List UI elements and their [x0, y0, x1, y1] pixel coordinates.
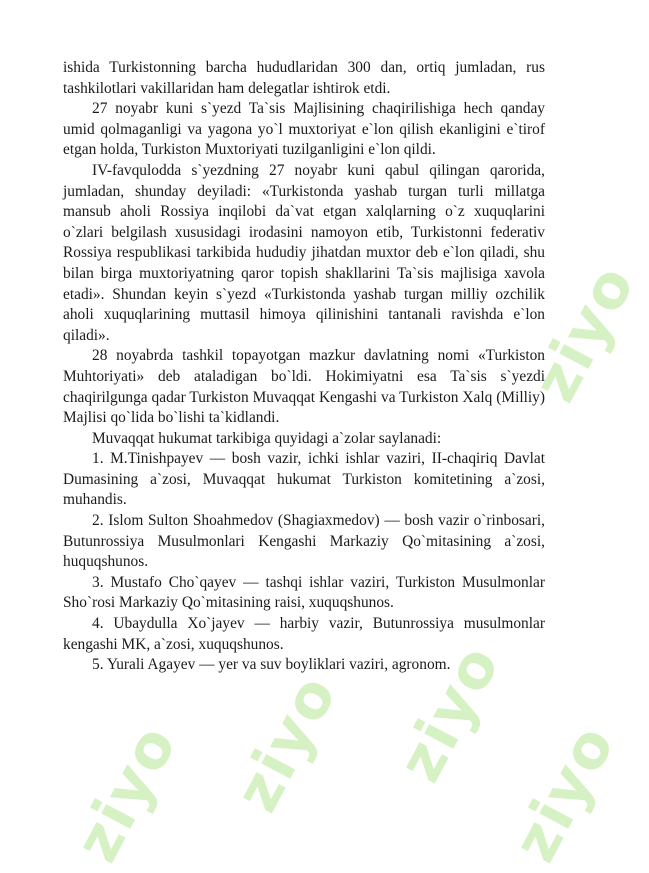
list-item: 4. Ubaydulla Xo`jayev — harbiy vazir, Butunrossiya musulmonlar kengashi MK, a`zosi, xuquqshunos.	[63, 615, 545, 653]
list-item: 5. Yurali Agayev — yer va suv boyliklari vaziri, agronom.	[92, 656, 451, 674]
paragraph: Muvaqqat hukumat tarkibiga quyidagi a`zolar saylanadi:	[92, 429, 442, 447]
list-item: 2. Islom Sulton Shoahmedov (Shagiaxmedov) — bosh vazir o`rinbosari, Butunrossiya Musulmonlari Kengashi Markaziy Qo`mitasining a`zosi, huquqshunos.	[63, 512, 545, 571]
paragraph: IV-favqulodda s`yezdning 27 noyabr kuni qabul qilingan qarorida, jumladan, shunday deyiladi: «Turkistonda yashab turgan turli millatga mansub aholi Rossiya inqilobi da`vat etgan xalqlarning o`z xuquqlarini o`zlari belgilash xususidagi irodasini namoyon etib, Turkistonni federativ Rossiya respublikasi tarkibida hududiy jihatdan muxtor deb e`lon qiladi, shu bilan birga muxtoriyatning qaror topish shakllarini Ta`sis majlisiga xavola etadi». Shundan keyin s`yezd «Turkistonda yashab turgan milliy ozchilik aholi xuquqlarining muttasil himoya qilinishini tantanali ravishda e`lon qiladi».	[63, 161, 545, 344]
body-text	[63, 58, 545, 676]
watermark-logo: ziyo	[520, 253, 649, 413]
list-item: 1. M.Tinishpayev — bosh vazir, ichki ishlar vaziri, II-chaqiriq Davlat Dumasining a`zosi, Muvaqqat hukumat Turkiston komitetining a`zosi, muhandis.	[63, 450, 545, 509]
paragraph: ishida Turkistonning barcha hududlaridan 300 dan, ortiq jumladan, rus tashkilotlari vakillaridan ham delegatlar ishtirok etdi.	[63, 59, 545, 97]
list-item: 3. Mustafo Cho`qayev — tashqi ishlar vaziri, Turkiston Musulmonlar Sho`rosi Markaziy Qo`mitasining raisi, xuquqshunos.	[63, 573, 545, 612]
watermark-logo: ziyo	[222, 663, 352, 823]
paragraph: 28 noyabrda tashkil topayotgan mazkur davlatning nomi «Turkiston Muhtoriyati» deb ataladigan bo`ldi. Hokimiyatni esa Ta`sis s`yezdi chaqirilgunga qadar Turkiston Muvaqqat Kengashi va Turkiston Xalq (Milliy) Majlisi qo`lida bo`lishi ta`kidlandi.	[63, 347, 545, 427]
paragraph: 27 noyabr kuni s`yezd Ta`sis Majlisining chaqirilishiga hech qanday umid qolmaganligi va yagona yo`l muxtoriyat e`lon qilish ekanligini e`tirof etgan holda, Turkiston Muxtoriyati tuzilganligini e`lon qildi.	[63, 100, 545, 159]
watermark-logo: ziyo	[62, 713, 192, 873]
watermark-logo: ziyo	[500, 713, 630, 873]
watermark-logo: ziyo	[385, 633, 515, 793]
